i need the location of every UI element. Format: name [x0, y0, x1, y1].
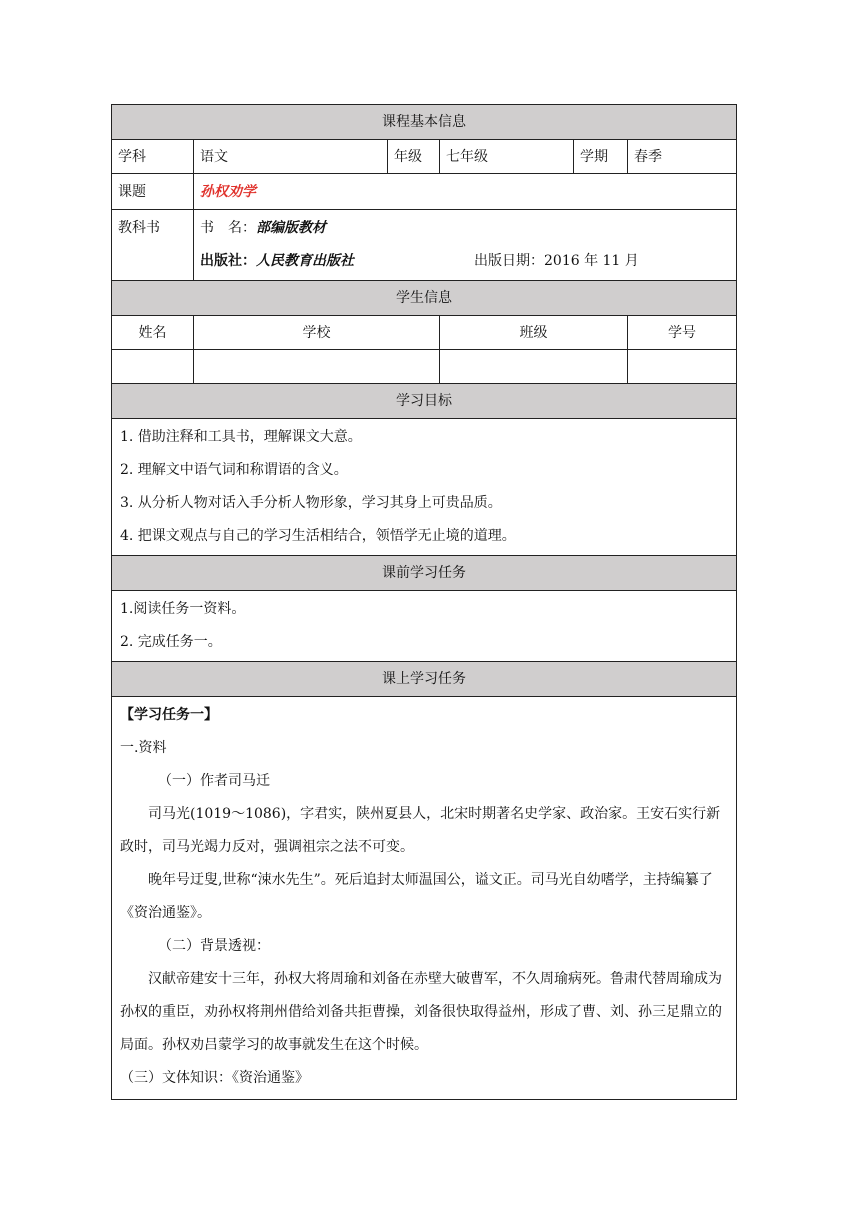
textbook-label: 教科书: [112, 210, 194, 281]
in-class-header: 课上学习任务: [112, 662, 737, 697]
term-label: 学期: [574, 140, 628, 174]
publisher-label: 出版社：: [200, 253, 256, 269]
subheading-genre: （三）文体知识：《资治通鉴》: [120, 1070, 309, 1086]
goal-item: 2. 理解文中语气词和称谓语的含义。: [120, 462, 348, 478]
publisher-value: 人民教育出版社: [256, 253, 354, 269]
paragraph-author-later: 晚年号迂叟,世称“涑水先生”。死后追封太师温国公，谥文正。司马光自幼嗜学，主持编纂了《资治通鉴》。: [120, 872, 713, 921]
subheading-author: （一）作者司马迁: [158, 773, 270, 789]
textbook-details: [194, 210, 737, 281]
section-materials: 一.资料: [120, 740, 167, 756]
pre-class-item: 2. 完成任务一。: [120, 634, 222, 650]
paragraph-author-bio: 司马光(1019～1086)，字君实，陕州夏县人，北宋时期著名史学家、政治家。王安石实行新政时，司马光竭力反对，强调祖宗之法不可变。: [120, 806, 721, 855]
pre-class-item: 1.阅读任务一资料。: [120, 601, 246, 617]
student-class-header: 班级: [440, 316, 628, 350]
topic-label: 课题: [112, 174, 194, 210]
subject-label: 学科: [112, 140, 194, 174]
goals-header: 学习目标: [112, 384, 737, 419]
goal-item: 1. 借助注释和工具书，理解课文大意。: [120, 429, 362, 445]
student-id-header: 学号: [628, 316, 737, 350]
goal-item: 4. 把课文观点与自己的学习生活相结合，领悟学无止境的道理。: [120, 528, 516, 544]
goal-item: 3. 从分析人物对话入手分析人物形象，学习其身上可贵品质。: [120, 495, 502, 511]
task-title: 【学习任务一】: [120, 707, 218, 723]
student-school-cell[interactable]: [194, 350, 440, 384]
book-name-value: 部编版教材: [256, 220, 326, 236]
student-class-cell[interactable]: [440, 350, 628, 384]
subheading-background: （二）背景透视：: [158, 938, 270, 954]
publication-date: 出版日期：2016 年 11 月: [474, 253, 639, 269]
pre-class-header: 课前学习任务: [112, 556, 737, 591]
pre-class-content: [112, 591, 737, 662]
student-id-cell[interactable]: [628, 350, 737, 384]
book-name-label: 书 名：: [200, 220, 256, 236]
subject-value: 语文: [194, 140, 388, 174]
student-name-header: 姓名: [112, 316, 194, 350]
topic-value: 孙权劝学: [194, 174, 737, 210]
goals-content: [112, 419, 737, 556]
in-class-content: [112, 697, 737, 1100]
term-value: 春季: [628, 140, 737, 174]
lesson-plan-table: [111, 104, 737, 1100]
course-info-header: 课程基本信息: [112, 105, 737, 140]
student-name-cell[interactable]: [112, 350, 194, 384]
lesson-plan-page: [111, 104, 736, 1100]
grade-value: 七年级: [440, 140, 574, 174]
grade-label: 年级: [388, 140, 440, 174]
paragraph-background: 汉献帝建安十三年，孙权大将周瑜和刘备在赤壁大破曹军，不久周瑜病死。鲁肃代替周瑜成为孙权的重臣，劝孙权将荆州借给刘备共拒曹操，刘备很快取得益州，形成了曹、刘、孙三足鼎立的局面。孙权劝吕蒙学习的故事就发生在这个时候。: [120, 971, 722, 1053]
student-school-header: 学校: [194, 316, 440, 350]
student-info-header: 学生信息: [112, 281, 737, 316]
